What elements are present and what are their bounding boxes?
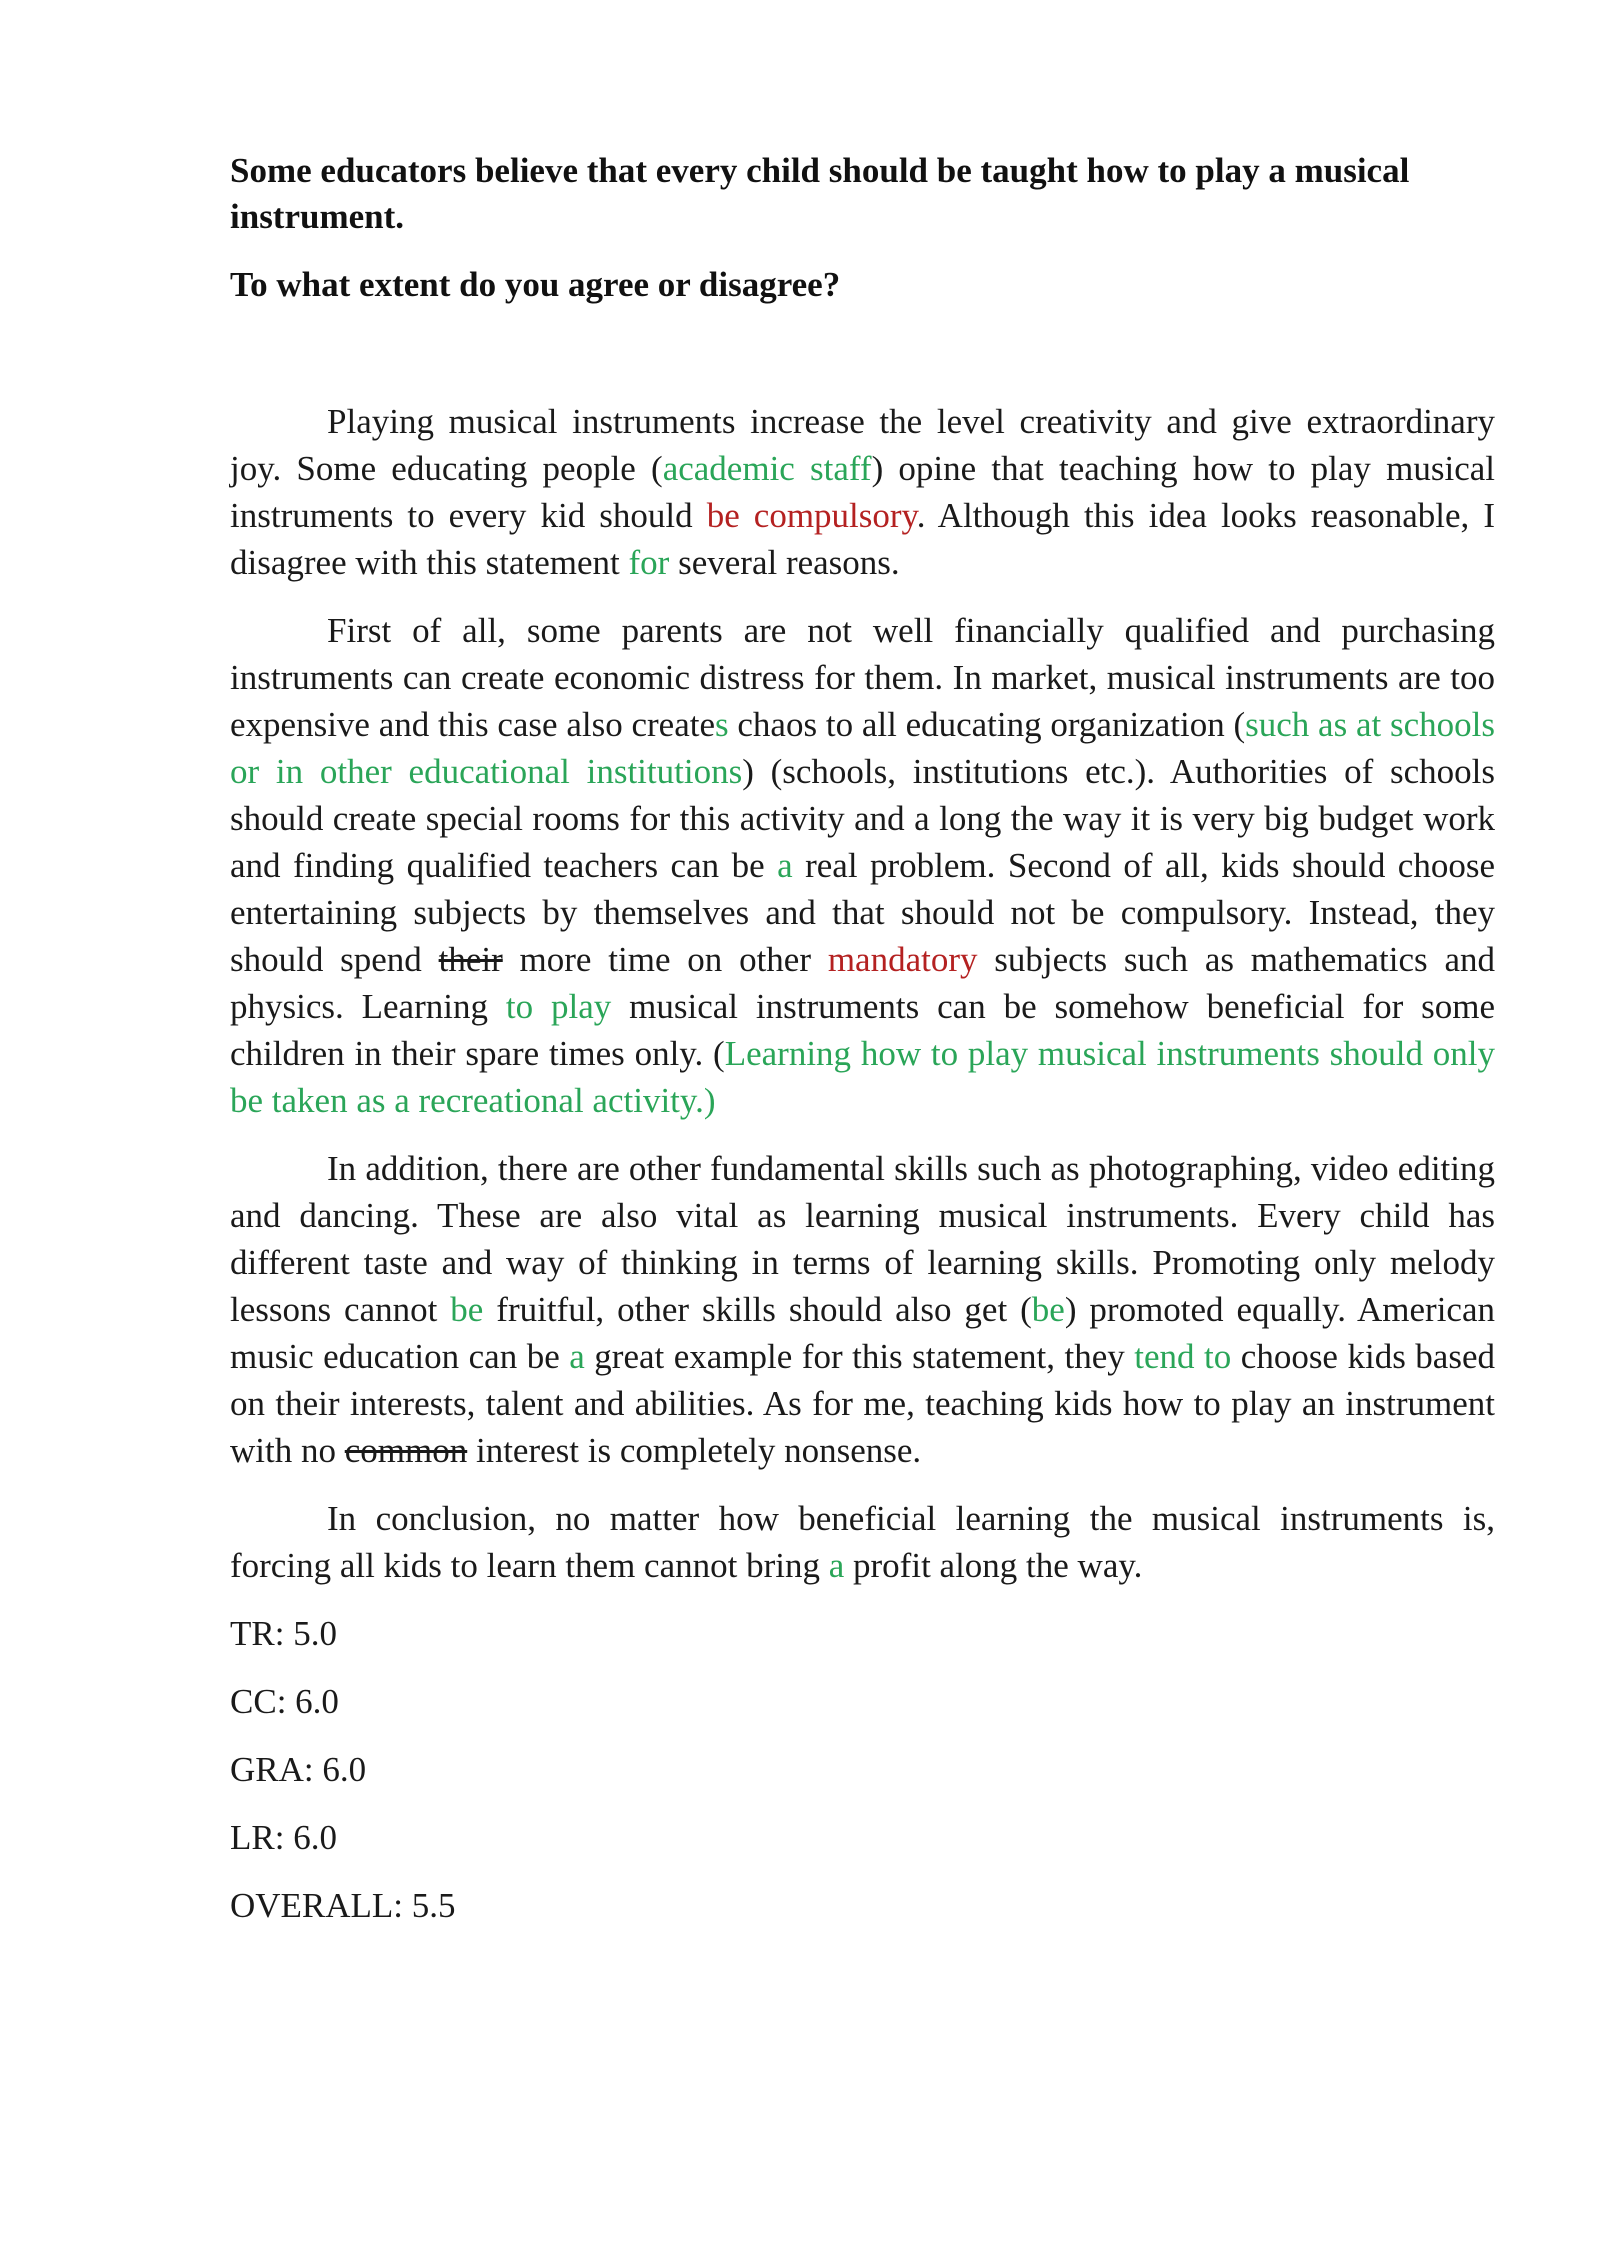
- band-score: LR: 6.0: [230, 1818, 337, 1857]
- correction-suggestion: Learning how to play musical instruments should only be taken as a recreational activity.): [230, 1034, 1495, 1120]
- prompt-statement: Some educators believe that every child should be taught how to play a musical instrument.: [230, 151, 1410, 236]
- essay-text: . Although this idea looks reasonable, I disagree with this statement: [230, 496, 1495, 582]
- band-score: CC: 6.0: [230, 1682, 339, 1721]
- correction-suggestion: for: [628, 543, 670, 582]
- score-list: [230, 1610, 1495, 1929]
- essay-paragraph: [230, 1495, 1495, 1589]
- essay-text: several reasons.: [669, 543, 900, 582]
- essay-body: [230, 398, 1495, 1589]
- essay-paragraph: [230, 1145, 1495, 1474]
- struck-word: common: [344, 1431, 468, 1470]
- prompt-question: To what extent do you agree or disagree?: [230, 265, 841, 304]
- essay-text: profit along the way.: [844, 1546, 1143, 1585]
- essay-text: choose kids based on their interests, talent and abilities. As for me, teaching kids how to play an instrument with no: [230, 1337, 1495, 1470]
- essay-text: ) opine that teaching how to play musical instruments to every kid should: [230, 449, 1495, 535]
- correction-suggestion: such as at schools or in other educational institutions: [230, 705, 1495, 791]
- band-score: TR: 5.0: [230, 1614, 337, 1653]
- correction-suggestion: tend to: [1134, 1337, 1232, 1376]
- essay-text: chaos to all educating organization (: [728, 705, 1246, 744]
- struck-word: their: [438, 940, 503, 979]
- band-score: GRA: 6.0: [230, 1750, 367, 1789]
- correction-suggestion: be: [1031, 1290, 1065, 1329]
- essay-text: fruitful, other skills should also get (: [483, 1290, 1032, 1329]
- essay-text: real problem. Second of all, kids should choose entertaining subjects by themselves and that should not be compulsory. Instead, they should spend: [230, 846, 1495, 979]
- essay-text: In addition, there are other fundamental skills such as photographing, video editing and dancing. These are also vital as learning musical instruments. Every child has different taste and way of thinking in terms of learning skills. Promoting only melody lessons cannot: [230, 1149, 1495, 1329]
- essay-text: great example for this statement, they: [584, 1337, 1135, 1376]
- essay-document: [230, 148, 1495, 1950]
- essay-text: subjects such as mathematics and physics. Learning: [230, 940, 1496, 1026]
- essay-text: First of all, some parents are not well financially qualified and purchasing instruments can create economic distress for them. In market, musical instruments are too expensive and this case also create: [230, 611, 1495, 744]
- correction-suggestion: s: [715, 705, 729, 744]
- correction-suggestion: a: [828, 1546, 845, 1585]
- error-highlight: be compulsory: [706, 496, 917, 535]
- correction-suggestion: a: [569, 1337, 585, 1376]
- essay-text: ) (schools, institutions etc.). Authorities of schools should create special rooms for this activity and a long the way it is very big budget work and finding qualified teachers can be: [230, 752, 1495, 885]
- essay-text: more time on other: [502, 940, 828, 979]
- correction-suggestion: a: [777, 846, 793, 885]
- essay-text: Playing musical instruments increase the level creativity and give extraordinary joy. Some educating people (: [230, 402, 1495, 488]
- essay-text: interest is completely nonsense.: [467, 1431, 922, 1470]
- band-score: OVERALL: 5.5: [230, 1886, 456, 1925]
- essay-paragraph: [230, 398, 1495, 586]
- essay-text: ) promoted equally. American music education can be: [230, 1290, 1495, 1376]
- essay-text: musical instruments can be somehow beneficial for some children in their spare times only. (: [230, 987, 1496, 1073]
- correction-suggestion: to play: [505, 987, 612, 1026]
- essay-paragraph: [230, 607, 1495, 1124]
- correction-suggestion: academic staff: [662, 449, 872, 488]
- essay-text: In conclusion, no matter how beneficial learning the musical instruments is, forcing all kids to learn them cannot bring: [230, 1499, 1495, 1585]
- correction-suggestion: be: [450, 1290, 484, 1329]
- error-highlight: mandatory: [827, 940, 978, 979]
